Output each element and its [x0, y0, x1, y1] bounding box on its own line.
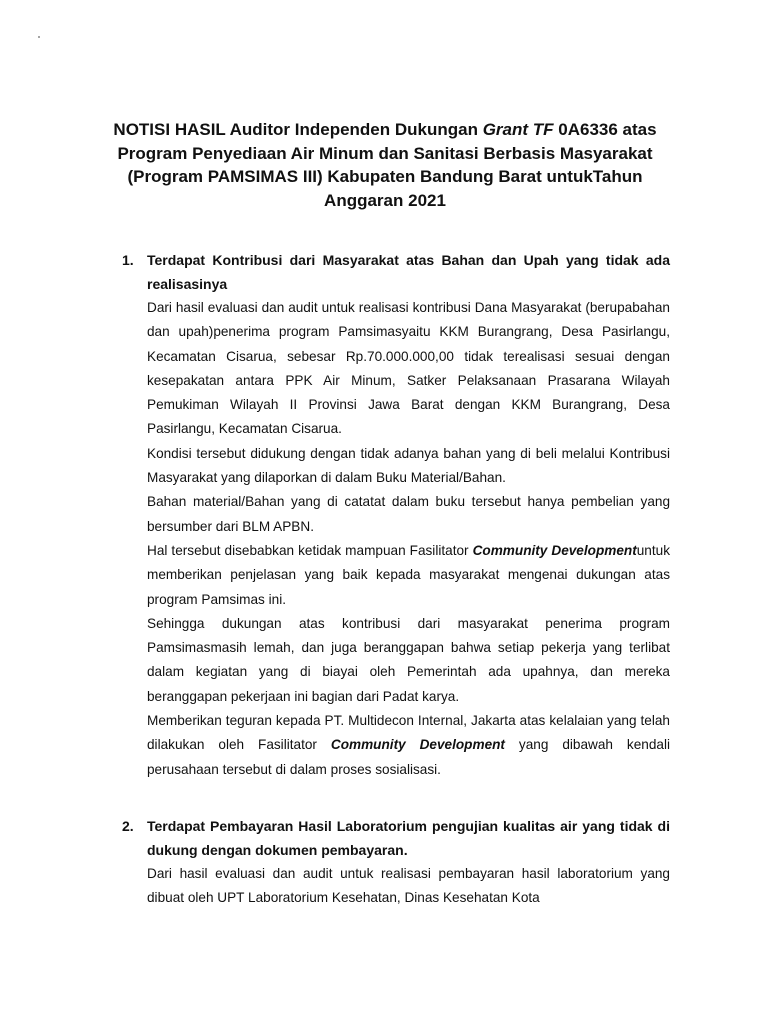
paragraph-text: yang dibawah kendali perusahaan tersebut di dalam proses sosialisasi. [147, 737, 670, 777]
paragraph: Bahan material/Bahan yang di catatat dalam buku tersebut hanya pembelian yang bersumber dari BLM APBN. [147, 494, 670, 534]
emphasis-term: Community Development [330, 737, 505, 753]
item-number: 1. [122, 252, 134, 268]
paragraph [147, 539, 670, 612]
item-heading: Terdapat Pembayaran Hasil Laboratorium pengujian kualitas air yang tidak di dukung dengan dokumen pembayaran. [147, 818, 670, 858]
finding-item-1 [122, 249, 670, 782]
item-body [147, 862, 670, 911]
paragraph-text: Hal tersebut disebabkan ketidak mampuan Fasilitator [147, 542, 473, 558]
item-body [147, 296, 670, 782]
title-grant-italic: Grant TF [482, 120, 554, 139]
title-part-2: 0A6336 atas Program Penyediaan Air Minum dan Sanitasi Berbasis Masyarakat (Program PAMSIMAS III) Kabupaten Bandung Barat untukTahun Anggaran 2021 [117, 120, 657, 210]
item-number: 2. [122, 818, 134, 834]
paragraph: Dari hasil evaluasi dan audit untuk realisasi pembayaran hasil laboratorium yang dibuat oleh UPT Laboratorium Kesehatan, Dinas Kesehatan Kota [147, 866, 670, 906]
item-heading: Terdapat Kontribusi dari Masyarakat atas Bahan dan Upah yang tidak ada realisasinya [147, 252, 670, 292]
paragraph: Dari hasil evaluasi dan audit untuk realisasi kontribusi Dana Masyarakat (berupabahan dan upah)penerima program Pamsimasyaitu KKM Burangrang, Desa Pasirlangu, Kecamatan Cisarua, sebesar Rp.70.000.000,00 tidak terealisasi sesuai dengan kesepakatan antara PPK Air Minum, Satker Pelaksanaan Prasarana Wilayah Pemukiman Wilayah II Provinsi Jawa Barat dengan KKM Burangrang, Desa Pasirlangu, Kecamatan Cisarua. [147, 300, 670, 437]
scan-speck [38, 36, 40, 38]
document-title [95, 118, 675, 212]
paragraph [147, 709, 670, 782]
paragraph-text: untuk memberikan penjelasan yang baik kepada masyarakat mengenai dukungan atas program Pamsimas ini. [147, 542, 670, 607]
paragraph-text: Memberikan teguran kepada PT. Multidecon Internal, Jakarta atas kelalaian yang telah dilakukan oleh Fasilitator [147, 713, 670, 753]
title-part-1: NOTISI HASIL Auditor Independen Dukungan [113, 120, 483, 139]
paragraph: Sehingga dukungan atas kontribusi dari masyarakat penerima program Pamsimasmasih lemah, dan juga beranggapan bahwa setiap pekerja yang terlibat dalam kegiatan yang di biayai oleh Pemerintah ada upahnya, dan mereka beranggapan pekerjaan ini bagian dari Padat karya. [147, 615, 670, 704]
finding-item-2 [122, 815, 670, 911]
emphasis-term: Community Development [472, 542, 637, 558]
paragraph: Kondisi tersebut didukung dengan tidak adanya bahan yang di beli melalui Kontribusi Masyarakat yang dilaporkan di dalam Buku Material/Bahan. [147, 445, 670, 486]
